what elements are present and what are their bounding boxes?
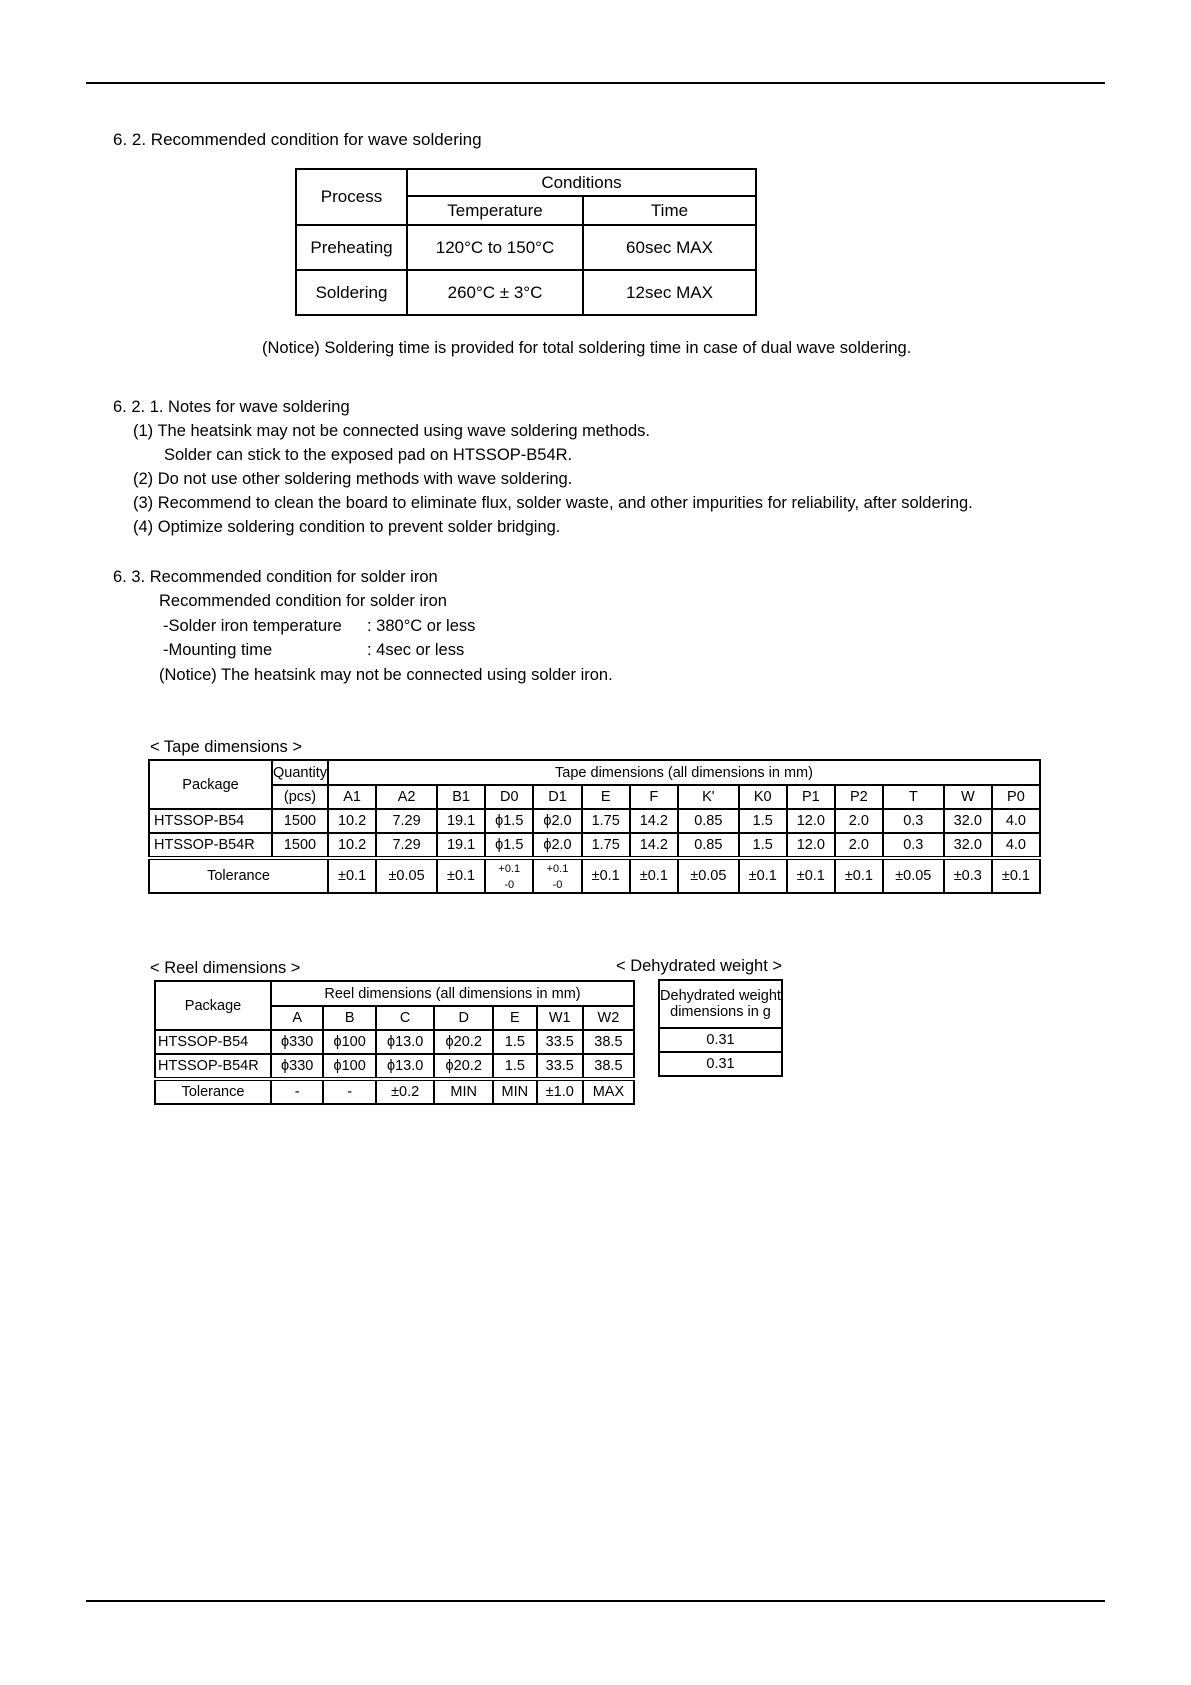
dehydrated-weight-title: < Dehydrated weight >	[616, 957, 783, 975]
package-header: Package	[149, 760, 272, 809]
value-cell: 19.1	[437, 833, 485, 858]
package-header: Package	[155, 981, 271, 1030]
column-header: D1	[533, 785, 581, 809]
tolerance-cell: ±0.1	[630, 858, 678, 893]
value-cell: 10.2	[328, 833, 376, 858]
value-cell: ϕ1.5	[485, 809, 533, 833]
tolerance-cell: MAX	[583, 1079, 634, 1104]
value-cell: ϕ1.5	[485, 833, 533, 858]
value-cell: ϕ100	[323, 1030, 375, 1054]
header-rule	[86, 82, 1105, 84]
tolerance-cell: ±0.1	[582, 858, 630, 893]
column-header: P2	[835, 785, 883, 809]
value-cell: 12.0	[787, 809, 835, 833]
column-header: P1	[787, 785, 835, 809]
value-cell: 0.3	[883, 833, 944, 858]
list-item: (4) Optimize soldering condition to prevent solder bridging.	[133, 518, 561, 536]
column-header: W	[944, 785, 992, 809]
value-cell: 32.0	[944, 833, 992, 858]
value-cell: 33.5	[537, 1054, 583, 1079]
column-header: D	[434, 1006, 493, 1030]
column-header: W1	[537, 1006, 583, 1030]
pcs-header: (pcs)	[272, 785, 328, 809]
weight-cell: 0.31	[659, 1052, 782, 1076]
reel-dimensions-table	[154, 980, 635, 1105]
solder-iron-notice: (Notice) The heatsink may not be connected using solder iron.	[159, 666, 613, 684]
table-row	[659, 1028, 782, 1052]
package-cell: HTSSOP-B54	[149, 809, 272, 833]
tolerance-cell: ±0.1	[992, 858, 1040, 893]
tolerance-cell: ±1.0	[537, 1079, 583, 1104]
value-cell: 12.0	[787, 833, 835, 858]
column-header: B1	[437, 785, 485, 809]
tolerance-minus: -0	[552, 879, 563, 891]
weight-cell: 0.31	[659, 1028, 782, 1052]
process-header: Process	[296, 169, 407, 225]
value-cell: 19.1	[437, 809, 485, 833]
column-header: E	[493, 1006, 537, 1030]
value-cell: ϕ20.2	[434, 1030, 493, 1054]
solder-iron-temp-label: -Solder iron temperature	[163, 617, 342, 635]
tape-dimensions-table	[148, 759, 1041, 894]
value-cell: ϕ20.2	[434, 1054, 493, 1079]
value-cell: 38.5	[583, 1030, 634, 1054]
column-header: W2	[583, 1006, 634, 1030]
value-cell: 2.0	[835, 809, 883, 833]
value-cell: 10.2	[328, 809, 376, 833]
tolerance-plus: +0.1	[546, 863, 569, 875]
tolerance-cell: ±0.3	[944, 858, 992, 893]
table-row	[149, 809, 1040, 833]
tolerance-cell: ±0.05	[883, 858, 944, 893]
column-header: K'	[678, 785, 739, 809]
table-row	[296, 225, 756, 270]
process-cell: Preheating	[296, 225, 407, 270]
solder-iron-subheading: Recommended condition for solder iron	[159, 592, 447, 610]
value-cell: 1.75	[582, 809, 630, 833]
mounting-time-label: -Mounting time	[163, 641, 273, 659]
time-header: Time	[583, 196, 756, 225]
value-cell: 2.0	[835, 833, 883, 858]
column-header: E	[582, 785, 630, 809]
tolerance-cell	[485, 858, 533, 893]
quantity-cell: 1500	[272, 809, 328, 833]
value-cell: 1.5	[739, 809, 787, 833]
tolerance-plus: +0.1	[498, 863, 521, 875]
value-cell: ϕ100	[323, 1054, 375, 1079]
table-row	[149, 833, 1040, 858]
column-header: A	[271, 1006, 323, 1030]
table-row	[659, 1052, 782, 1076]
reel-group-header: Reel dimensions (all dimensions in mm)	[271, 981, 634, 1006]
dehydrated-header-line2: dimensions in g	[670, 1004, 771, 1020]
tolerance-label: Tolerance	[149, 858, 328, 893]
column-header: A1	[328, 785, 376, 809]
package-cell: HTSSOP-B54R	[149, 833, 272, 858]
value-cell: ϕ330	[271, 1054, 323, 1079]
time-cell: 12sec MAX	[583, 270, 756, 315]
wave-soldering-table	[295, 168, 757, 316]
column-header: D0	[485, 785, 533, 809]
temperature-header: Temperature	[407, 196, 583, 225]
tolerance-cell: -	[323, 1079, 375, 1104]
list-item: (2) Do not use other soldering methods with wave soldering.	[133, 470, 573, 488]
column-header: T	[883, 785, 944, 809]
tolerance-row	[149, 858, 1040, 893]
tolerance-cell: ±0.1	[328, 858, 376, 893]
package-cell: HTSSOP-B54	[155, 1030, 271, 1054]
value-cell: ϕ330	[271, 1030, 323, 1054]
quantity-cell: 1500	[272, 833, 328, 858]
dehydrated-weight-header	[659, 980, 782, 1028]
value-cell: ϕ13.0	[376, 1054, 435, 1079]
package-cell: HTSSOP-B54R	[155, 1054, 271, 1079]
tolerance-cell: ±0.1	[787, 858, 835, 893]
value-cell: 0.3	[883, 809, 944, 833]
value-cell: ϕ2.0	[533, 809, 581, 833]
table-row	[155, 1054, 634, 1079]
dehydrated-header-line1: Dehydrated weight	[660, 988, 781, 1004]
tolerance-label: Tolerance	[155, 1079, 271, 1104]
tolerance-cell: ±0.05	[678, 858, 739, 893]
tape-dimensions-title: < Tape dimensions >	[150, 738, 302, 756]
value-cell: 14.2	[630, 833, 678, 858]
table-row	[155, 1030, 634, 1054]
footer-rule	[86, 1600, 1105, 1602]
tolerance-cell: ±0.1	[437, 858, 485, 893]
table-row	[296, 270, 756, 315]
column-header: C	[376, 1006, 435, 1030]
list-item: (1) The heatsink may not be connected using wave soldering methods.	[133, 422, 650, 440]
tolerance-cell: MIN	[493, 1079, 537, 1104]
solder-iron-temp-value: : 380°C or less	[367, 617, 476, 635]
value-cell: 0.85	[678, 833, 739, 858]
value-cell: 4.0	[992, 809, 1040, 833]
conditions-header: Conditions	[407, 169, 756, 196]
value-cell: 7.29	[376, 833, 437, 858]
value-cell: 14.2	[630, 809, 678, 833]
value-cell: 1.5	[493, 1030, 537, 1054]
tolerance-cell: -	[271, 1079, 323, 1104]
section-6-2-heading: 6. 2. Recommended condition for wave soldering	[113, 130, 482, 149]
tolerance-cell	[533, 858, 581, 893]
column-header: B	[323, 1006, 375, 1030]
time-cell: 60sec MAX	[583, 225, 756, 270]
list-item: (3) Recommend to clean the board to eliminate flux, solder waste, and other impurities for reliability, after soldering.	[133, 494, 973, 512]
dehydrated-weight-table	[658, 979, 783, 1077]
value-cell: 7.29	[376, 809, 437, 833]
tolerance-row	[155, 1079, 634, 1104]
tolerance-cell: MIN	[434, 1079, 493, 1104]
temperature-cell: 120°C to 150°C	[407, 225, 583, 270]
process-cell: Soldering	[296, 270, 407, 315]
value-cell: ϕ2.0	[533, 833, 581, 858]
value-cell: 0.85	[678, 809, 739, 833]
tolerance-cell: ±0.1	[739, 858, 787, 893]
column-header: A2	[376, 785, 437, 809]
tolerance-cell: ±0.05	[376, 858, 437, 893]
section-6-3-heading: 6. 3. Recommended condition for solder iron	[113, 568, 438, 586]
value-cell: 1.5	[493, 1054, 537, 1079]
value-cell: 1.5	[739, 833, 787, 858]
list-item: Solder can stick to the exposed pad on HTSSOP-B54R.	[164, 446, 573, 464]
column-header: P0	[992, 785, 1040, 809]
temperature-cell: 260°C ± 3°C	[407, 270, 583, 315]
value-cell: 33.5	[537, 1030, 583, 1054]
wave-soldering-notice: (Notice) Soldering time is provided for total soldering time in case of dual wave soldering.	[262, 339, 912, 357]
section-6-2-1-heading: 6. 2. 1. Notes for wave soldering	[113, 398, 350, 416]
value-cell: 32.0	[944, 809, 992, 833]
tolerance-cell: ±0.2	[376, 1079, 435, 1104]
tolerance-cell: ±0.1	[835, 858, 883, 893]
mounting-time-value: : 4sec or less	[367, 641, 465, 659]
value-cell: 38.5	[583, 1054, 634, 1079]
quantity-header: Quantity	[272, 760, 328, 785]
value-cell: 1.75	[582, 833, 630, 858]
value-cell: ϕ13.0	[376, 1030, 435, 1054]
tape-group-header: Tape dimensions (all dimensions in mm)	[328, 760, 1040, 785]
column-header: K0	[739, 785, 787, 809]
column-header: F	[630, 785, 678, 809]
reel-dimensions-title: < Reel dimensions >	[150, 959, 301, 977]
value-cell: 4.0	[992, 833, 1040, 858]
tolerance-minus: -0	[504, 879, 515, 891]
